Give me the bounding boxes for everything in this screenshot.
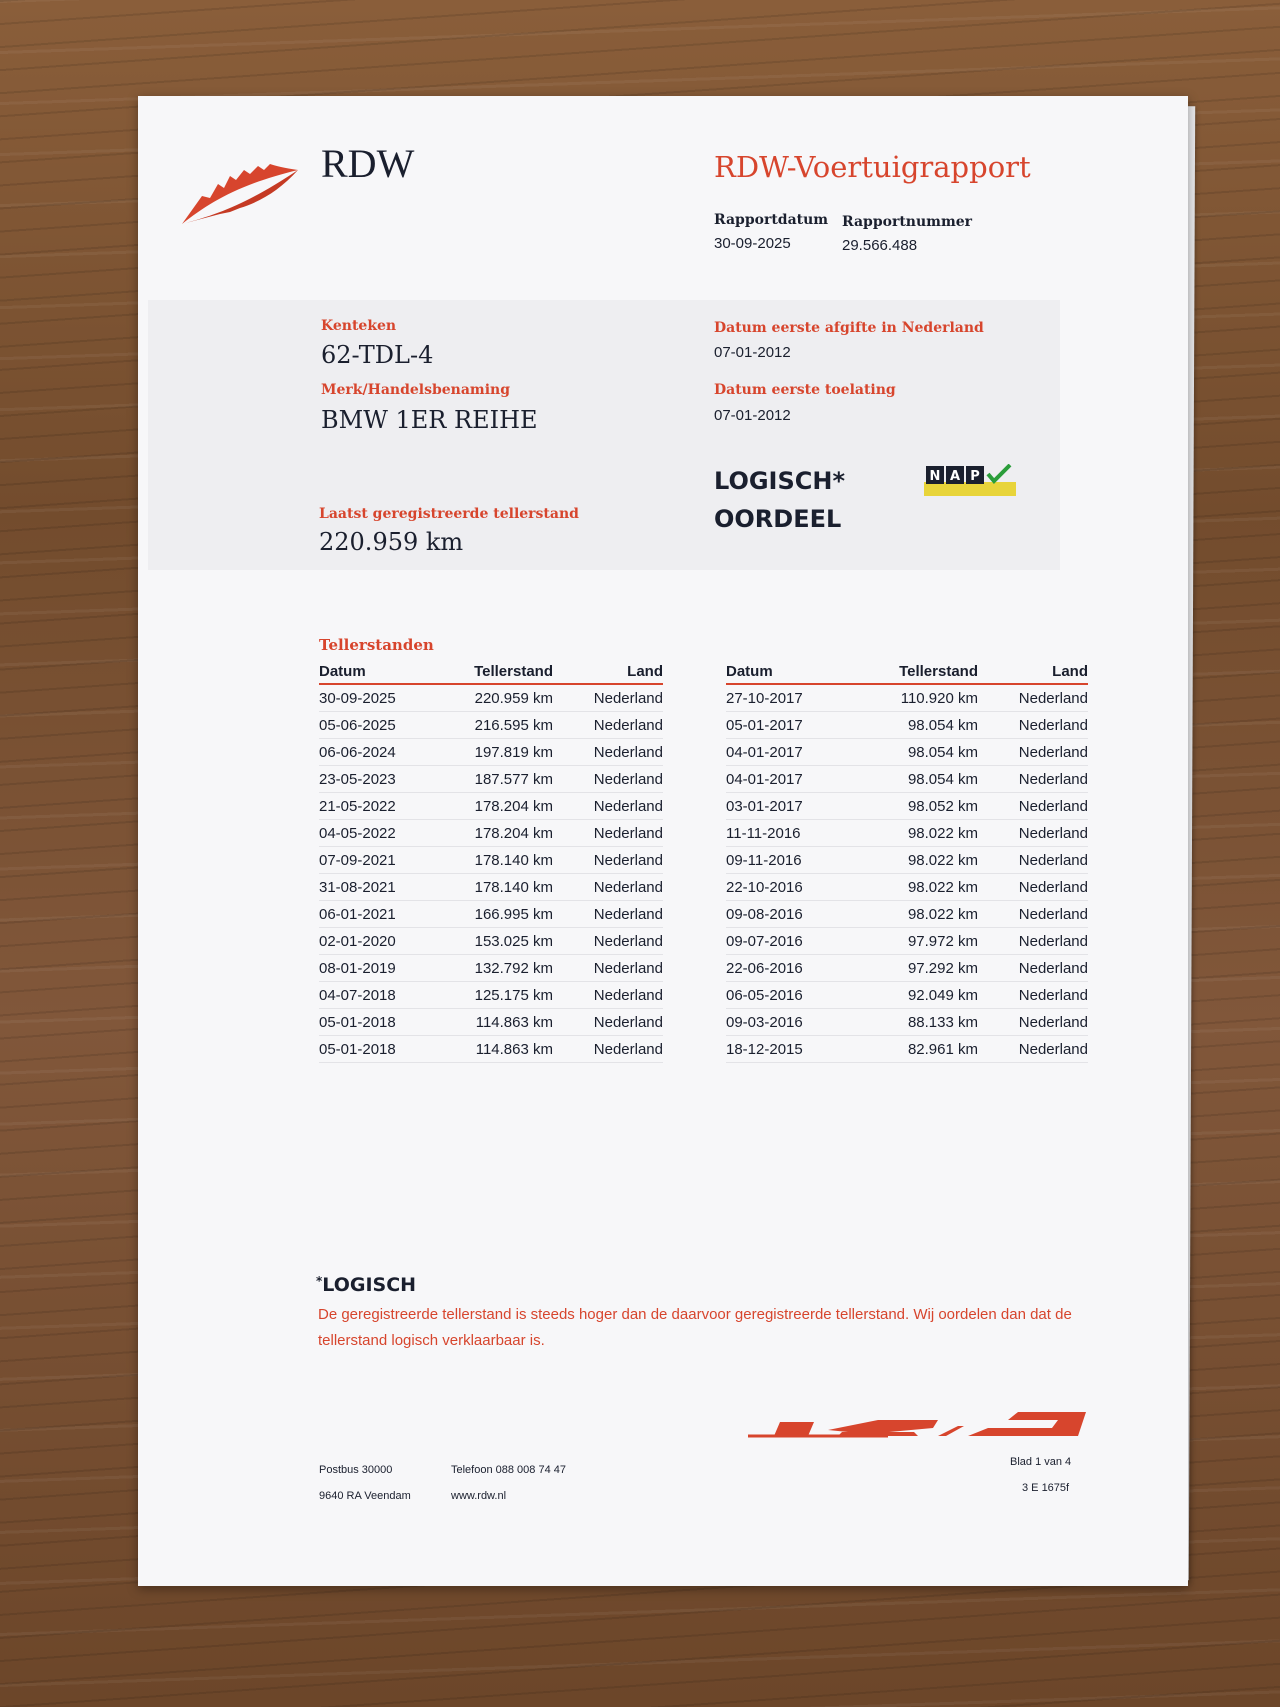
- reading-country: Nederland: [978, 1009, 1088, 1036]
- make-model: BMW 1ER REIHE: [321, 406, 538, 434]
- table-row: [319, 982, 663, 1009]
- reading-country: Nederland: [553, 739, 663, 766]
- report-number: 29.566.488: [842, 237, 918, 254]
- report-number-label: Rapportnummer: [842, 214, 973, 230]
- reading-country: Nederland: [553, 901, 663, 928]
- reading-country: Nederland: [978, 793, 1088, 820]
- reading-odometer: 153.025 km: [449, 928, 553, 955]
- reading-odometer: 98.054 km: [856, 766, 978, 793]
- table-row: [726, 982, 1088, 1009]
- reading-odometer: 98.022 km: [856, 847, 978, 874]
- table-row: [319, 739, 663, 766]
- reading-country: Nederland: [553, 928, 663, 955]
- reading-date: 27-10-2017: [726, 684, 856, 712]
- footer-phone: Telefoon 088 008 74 47: [451, 1464, 566, 1476]
- footnote-text: De geregistreerde tellerstand is steeds hoger dan de daarvoor geregistreerde tellerstand. Wij oordelen dan dat de tellerstand logisch verklaarbaar is.: [318, 1306, 1072, 1349]
- logo-text: RDW: [321, 141, 415, 186]
- reading-date: 08-01-2019: [319, 955, 449, 982]
- reading-country: Nederland: [978, 712, 1088, 739]
- make-label: Merk/Handelsbenaming: [321, 382, 511, 398]
- reading-date: 18-12-2015: [726, 1036, 856, 1063]
- column-header-date: Datum: [319, 661, 449, 684]
- reading-country: Nederland: [978, 739, 1088, 766]
- reading-odometer: 114.863 km: [449, 1036, 553, 1063]
- reading-odometer: 114.863 km: [449, 1009, 553, 1036]
- footnote-title-text: LOGISCH: [322, 1274, 417, 1296]
- reading-odometer: 216.595 km: [449, 712, 553, 739]
- column-header-country: Land: [978, 661, 1088, 684]
- column-header-country: Land: [553, 661, 663, 684]
- table-row: [726, 847, 1088, 874]
- reading-date: 23-05-2023: [319, 766, 449, 793]
- vehicle-report-page: [138, 96, 1188, 1586]
- column-header-odometer: Tellerstand: [449, 661, 553, 684]
- table-row: [726, 820, 1088, 847]
- table-row: [319, 1009, 663, 1036]
- reading-country: Nederland: [978, 901, 1088, 928]
- reading-date: 03-01-2017: [726, 793, 856, 820]
- footer-website: www.rdw.nl: [451, 1490, 507, 1502]
- table-row: [726, 684, 1088, 712]
- reading-odometer: 125.175 km: [449, 982, 553, 1009]
- last-odometer-value: 220.959 km: [319, 528, 464, 556]
- first-issue-nl-label: Datum eerste afgifte in Nederland: [714, 320, 984, 336]
- table-row: [319, 874, 663, 901]
- reading-country: Nederland: [978, 955, 1088, 982]
- reading-odometer: 166.995 km: [449, 901, 553, 928]
- footnote-title: [316, 1274, 416, 1296]
- footer-postbus: Postbus 30000: [319, 1464, 393, 1476]
- reading-odometer: 98.022 km: [856, 901, 978, 928]
- verdict-text: [714, 462, 845, 538]
- column-header-odometer: Tellerstand: [856, 661, 978, 684]
- table-row: [319, 793, 663, 820]
- reading-country: Nederland: [553, 1036, 663, 1063]
- reading-country: Nederland: [553, 847, 663, 874]
- reading-country: Nederland: [978, 847, 1088, 874]
- reading-odometer: 98.022 km: [856, 820, 978, 847]
- first-admission-label: Datum eerste toelating: [714, 382, 896, 398]
- first-issue-nl-date: 07-01-2012: [714, 344, 791, 361]
- reading-date: 04-01-2017: [726, 766, 856, 793]
- reading-date: 31-08-2021: [319, 874, 449, 901]
- table-header-row: [319, 661, 663, 684]
- reading-date: 05-01-2017: [726, 712, 856, 739]
- verdict-line-2: OORDEEL: [714, 505, 842, 533]
- nap-letter: A: [949, 469, 961, 484]
- nap-check-logo-icon: [924, 464, 1016, 498]
- reading-country: Nederland: [553, 1009, 663, 1036]
- reading-odometer: 178.204 km: [449, 820, 553, 847]
- reading-date: 07-09-2021: [319, 847, 449, 874]
- column-header-date: Datum: [726, 661, 856, 684]
- rdw-feather-logo-icon: [180, 162, 300, 226]
- reading-odometer: 98.052 km: [856, 793, 978, 820]
- table-row: [319, 684, 663, 712]
- table-row: [319, 847, 663, 874]
- reading-country: Nederland: [978, 1036, 1088, 1063]
- report-date: 30-09-2025: [714, 235, 791, 252]
- plate-label: Kenteken: [321, 318, 397, 334]
- reading-date: 30-09-2025: [319, 684, 449, 712]
- reading-country: Nederland: [978, 766, 1088, 793]
- footer-document-code: 3 E 1675f: [1022, 1482, 1070, 1494]
- nap-letter: N: [929, 469, 941, 484]
- reading-country: Nederland: [553, 684, 663, 712]
- reading-date: 04-05-2022: [319, 820, 449, 847]
- reading-date: 05-01-2018: [319, 1009, 449, 1036]
- report-title: RDW-Voertuigrapport: [714, 150, 1031, 184]
- table-row: [319, 766, 663, 793]
- vehicle-summary-panel: [148, 300, 1060, 570]
- reading-country: Nederland: [553, 712, 663, 739]
- table-row: [319, 820, 663, 847]
- first-admission-date: 07-01-2012: [714, 407, 791, 424]
- table-row: [726, 901, 1088, 928]
- reading-country: Nederland: [978, 684, 1088, 712]
- reading-odometer: 82.961 km: [856, 1036, 978, 1063]
- reading-odometer: 97.292 km: [856, 955, 978, 982]
- reading-date: 05-06-2025: [319, 712, 449, 739]
- reading-date: 04-07-2018: [319, 982, 449, 1009]
- table-row: [726, 766, 1088, 793]
- table-row: [726, 793, 1088, 820]
- reading-date: 09-08-2016: [726, 901, 856, 928]
- reading-country: Nederland: [978, 982, 1088, 1009]
- reading-date: 22-10-2016: [726, 874, 856, 901]
- odometer-table-right: [726, 661, 1088, 1063]
- nap-letter: P: [970, 469, 980, 484]
- license-plate: 62-TDL-4: [321, 341, 434, 369]
- reading-country: Nederland: [553, 793, 663, 820]
- reading-date: 02-01-2020: [319, 928, 449, 955]
- reading-country: Nederland: [553, 874, 663, 901]
- table-row: [726, 1009, 1088, 1036]
- verdict-line-1: LOGISCH*: [714, 467, 846, 495]
- reading-date: 05-01-2018: [319, 1036, 449, 1063]
- table-row: [726, 874, 1088, 901]
- last-odometer-label: Laatst geregistreerde tellerstand: [319, 506, 579, 522]
- reading-odometer: 88.133 km: [856, 1009, 978, 1036]
- reading-odometer: 92.049 km: [856, 982, 978, 1009]
- reading-country: Nederland: [978, 874, 1088, 901]
- table-row: [726, 955, 1088, 982]
- reading-country: Nederland: [553, 955, 663, 982]
- footer-postcode: 9640 RA Veendam: [319, 1490, 411, 1502]
- reading-date: 04-01-2017: [726, 739, 856, 766]
- reading-country: Nederland: [553, 820, 663, 847]
- reading-date: 06-06-2024: [319, 739, 449, 766]
- table-row: [319, 712, 663, 739]
- reading-date: 09-11-2016: [726, 847, 856, 874]
- reading-country: Nederland: [978, 820, 1088, 847]
- table-row: [319, 955, 663, 982]
- footer-page-number: Blad 1 van 4: [1010, 1456, 1072, 1468]
- reading-odometer: 197.819 km: [449, 739, 553, 766]
- reading-date: 06-05-2016: [726, 982, 856, 1009]
- reading-date: 06-01-2021: [319, 901, 449, 928]
- table-row: [726, 1036, 1088, 1063]
- reading-odometer: 132.792 km: [449, 955, 553, 982]
- rdw-footer-stripe-icon: [688, 1406, 1088, 1440]
- reading-odometer: 178.204 km: [449, 793, 553, 820]
- reading-odometer: 110.920 km: [856, 684, 978, 712]
- reading-country: Nederland: [553, 766, 663, 793]
- table-row: [319, 1036, 663, 1063]
- reading-date: 21-05-2022: [319, 793, 449, 820]
- report-date-label: Rapportdatum: [714, 212, 829, 228]
- reading-country: Nederland: [553, 982, 663, 1009]
- odometer-table-left: [319, 661, 663, 1063]
- odometer-readings-title: Tellerstanden: [319, 636, 434, 654]
- table-row: [726, 928, 1088, 955]
- table-header-row: [726, 661, 1088, 684]
- table-row: [726, 712, 1088, 739]
- reading-date: 22-06-2016: [726, 955, 856, 982]
- footnote-marker: *: [316, 1274, 323, 1288]
- reading-date: 09-03-2016: [726, 1009, 856, 1036]
- table-row: [319, 901, 663, 928]
- reading-odometer: 97.972 km: [856, 928, 978, 955]
- reading-odometer: 98.022 km: [856, 874, 978, 901]
- reading-date: 11-11-2016: [726, 820, 856, 847]
- reading-odometer: 178.140 km: [449, 847, 553, 874]
- reading-country: Nederland: [978, 928, 1088, 955]
- reading-date: 09-07-2016: [726, 928, 856, 955]
- reading-odometer: 98.054 km: [856, 712, 978, 739]
- reading-odometer: 178.140 km: [449, 874, 553, 901]
- reading-odometer: 98.054 km: [856, 739, 978, 766]
- table-row: [319, 928, 663, 955]
- reading-odometer: 220.959 km: [449, 684, 553, 712]
- reading-odometer: 187.577 km: [449, 766, 553, 793]
- table-row: [726, 739, 1088, 766]
